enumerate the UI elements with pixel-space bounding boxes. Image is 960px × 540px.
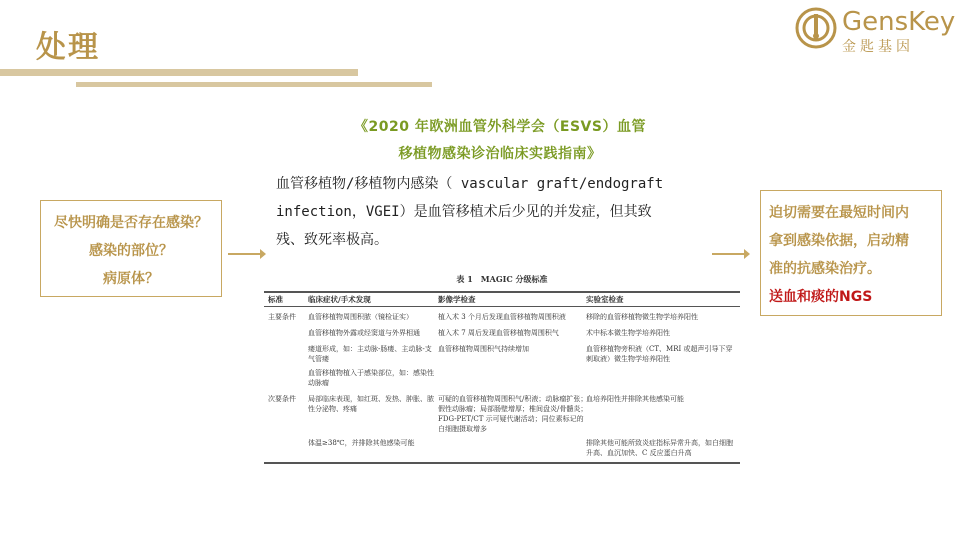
genskey-logo — [794, 6, 956, 55]
table-cell: 血培养阳性并排除其他感染可能 — [586, 395, 684, 403]
conclusion-box — [760, 190, 942, 316]
table-header: 实验室检查 — [586, 295, 624, 304]
description-line: 残、致死率极高。 — [276, 232, 388, 248]
conclusion-line: 拿到感染依据，启动精 — [769, 233, 909, 249]
table-cell: 血管移植物外露或经窦道与外界相通 — [308, 329, 420, 337]
table-rule — [264, 306, 740, 307]
table-header: 临床症状/手术发现 — [308, 295, 371, 304]
conclusion-line: 迫切需要在最短时间内 — [769, 205, 909, 221]
table-cell: 植入术 7 周后发现血管移植物周围积气 — [438, 329, 559, 337]
logo-brand-en: GensKey — [842, 7, 956, 37]
table-rule — [264, 462, 740, 464]
decorative-bar — [76, 82, 432, 87]
guideline-title-line1: 《2020 年欧洲血管外科学会（ESVS）血管 — [354, 119, 646, 135]
question-line: 尽快明确是否存在感染？ — [54, 215, 208, 231]
table-cell: 血管移植物周围积脓（镜检证实） — [308, 313, 413, 321]
genskey-logo-icon — [794, 6, 838, 50]
table-cell: 血管移植物植入于感染部位，如：感染性动脉瘤 — [308, 369, 434, 387]
table-cell: 次要条件 — [268, 395, 296, 403]
table-cell: 血管移植物旁积液（CT、MRI 或超声引导下穿刺取液）微生物学培养阳性 — [586, 345, 733, 363]
conclusion-line: 准的抗感染治疗。 — [769, 261, 881, 277]
description-line: 血管移植物/移植物内感染（ vascular graft/endograft — [276, 176, 664, 192]
description-line: infection，VGEI）是血管移植术后少见的并发症，但其致 — [276, 204, 652, 220]
right-arrow-icon — [712, 253, 746, 255]
magic-criteria-table — [264, 272, 740, 464]
table-caption: 表 1 MAGIC 分级标准 — [456, 274, 548, 284]
conclusion-highlight: 送血和痰的NGS — [769, 289, 873, 305]
description-text — [276, 170, 706, 254]
right-arrow-icon — [228, 253, 262, 255]
question-line: 病原体？ — [103, 271, 159, 287]
table-cell: 瘘道形成，如：主动脉-肠瘘、主动脉-支气管瘘 — [308, 345, 432, 363]
table-header: 标准 — [268, 295, 283, 304]
logo-brand-cn: 金匙基因 — [842, 39, 914, 55]
table-cell: 术中标本微生物学培养阳性 — [586, 329, 670, 337]
questions-box — [40, 200, 222, 297]
table-cell: 移除的血管移植物微生物学培养阳性 — [586, 313, 698, 321]
table-cell: 排除其他可能所致炎症指标异常升高，如白细胞升高、血沉加快、C 反应蛋白升高 — [586, 439, 733, 457]
table-rule — [264, 291, 740, 293]
table-cell: 血管移植物周围积气持续增加 — [438, 345, 529, 353]
table-cell: 主要条件 — [268, 313, 296, 321]
table-cell: 体温≥38℃，并排除其他感染可能 — [308, 439, 415, 447]
guideline-title-line2: 移植物感染诊治临床实践指南》 — [398, 146, 602, 162]
table-cell: 局部临床表现，如红斑、发热、肿胀、脓性分泌物、疼痛 — [308, 395, 434, 413]
table-cell: 可疑的血管移植物周围积气/积液；动脉瘤扩张；假性动脉瘤；局部肠壁增厚；椎间盘炎/骨髓炎；FDG-PET/CT 示可疑代谢活动；同位素标记的白细胞摄取增多 — [438, 395, 588, 433]
decorative-bar — [0, 69, 358, 76]
table-header: 影像学检查 — [438, 295, 476, 304]
page-title: 处理 — [36, 30, 100, 65]
table-cell: 植入术 3 个月后发现血管移植物周围积液 — [438, 313, 566, 321]
question-line: 感染的部位？ — [89, 243, 173, 259]
